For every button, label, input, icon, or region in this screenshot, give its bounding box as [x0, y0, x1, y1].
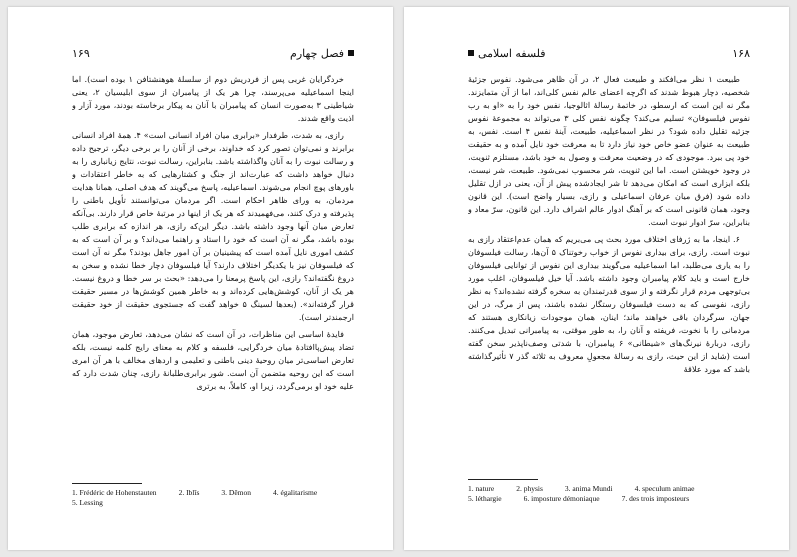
left-running-head: [290, 47, 354, 60]
square-bullet-icon: [348, 50, 354, 56]
footnote: 1. nature: [468, 484, 495, 493]
footnote: 7. des trois imposteurs: [621, 494, 690, 503]
right-page-header: [468, 45, 750, 61]
footnote: 5. léthargie: [468, 494, 502, 503]
footnote: 4. speculum animae: [634, 484, 695, 493]
right-page: [404, 7, 789, 550]
right-body-text: [468, 73, 750, 380]
left-page: [8, 7, 393, 550]
square-bullet-icon: [468, 50, 474, 56]
footnote-row: [72, 488, 354, 498]
footnote-rule: [468, 479, 538, 480]
paragraph: ۶. اینجا، ما به ژرفای اختلاف مورد بحث پی می‌بریم که همان عدم‌اعتقاد رازی به نبوت است. رازی، برای بیداری نفوس از خواب رخوتناک ۵ آن‌ها، رسالت فیلسوفان را به یاری می‌طلبد، اما اسماعیلیه می‌گویند بیداری این نفوس از توانایی فیلسوفان خارج است و باید کلام پیامبران وجود داشته باشد. آیا خیل فیلسوفان، اغلب مورد بی‌توجهی مردم قرار نگرفته و از سوی قدرتمندان به سخره گرفته نشده‌اند؟ به نظر رازی، نفوسی که به دست فیلسوفان رستگار نشده باشند، پس از مرگ، در این جهان، سرگردان باقی خواهند ماند؛ اینان، همان موجودات زیانکاری هستند که مردمانی را با نخوت، فریفته و آنان را، به طور موقتی، به پیامبرانی تبدیل می‌کنند. رازی، دربارهٔ نیرنگ‌های «شیطانی» ۶ پیامبران، با شدتی وصف‌ناپذیر سخن گفته است (شاید از این حیث، رازی به رسالهٔ مجعولِ معروف به ثلاثه گذر ۷ تأثیرگذاشته باشد که مورد علاقهٔ: [468, 234, 750, 374]
paragraph: فایدهٔ اساسی این مناظرات، در آن است که نشان می‌دهد، تعارض موجود، همان تضاد پیش‌پاافتادهٔ میان خردگرایی، فلسفه و کلام به معنای رایج کلمه نیست، بلکه تعارض اساسی‌تر میان روحیهٔ دینی باطنی و تعلیمی و اردهای مخالف با هر آن امری است که این روحیه متضمن آن است. شور برابری‌طلبانهٔ رازی، چنان شدت دارد که علیه خود او برمی‌گردد، زیرا او، کاملاً، به برتری: [72, 329, 354, 391]
left-page-header: [72, 45, 354, 61]
footnote-row: [72, 498, 354, 508]
footnote: 1. Frédéric de Hohenstauten: [72, 488, 157, 497]
footnote: 3. anima Mundi: [564, 484, 613, 493]
footnote-row: [468, 484, 750, 494]
left-running-head-text: فصل چهارم: [290, 46, 344, 60]
footnote-rule: [72, 483, 142, 484]
left-body-text: [72, 73, 354, 397]
footnote: 3. Dêmon: [221, 488, 251, 497]
paragraph: رازی، به شدت، طرفدار «برابری میان افراد انسانی است» ۴. همهٔ افراد انسانی برابرند و نمی‌توان تصور کرد که خداوند، برخی از آنان را بر برخی دیگر، ترجیح داده و رسالت نبوت را به آنان واگذاشته باشد. بنابراین، رسالت نبوت، نتایج زیانباری را به دنبال خواهد داشت که عبارت‌اند از جنگ و کشتارهایی که به خاطر اعتقادات و باورهای پوچ انجام می‌شوند. اسماعیلیه، پاسخ می‌گویند که هدف اصلی، همانا هدایت مردمان، به ورای ظاهر احکام است. اگر مردمان می‌توانستند تأویل باطنی را پذیرفته و درک کنند، می‌فهمیدند که هر یک از اینها در مرتبهٔ خاص قرار دارند. بی‌آنکه تعارض میان آنها وجود داشته باشد. دیگر این‌که رازی، هر اندازه که برابری طلب بوده باشد، مگر نه آن است که خود را استاد و راهنما می‌داند؟ و بر آن است که به کشف اموری نایل آمده است که پیشینیان بر آن امور جاهل بودند؟ مگر نه آن است که فیلسوفان نیز با یکدیگر اختلاف دارند؟ آیا فیلسوفان دچار خطا نشده و سخن به دروغ نگفته‌اند؟ رازی، این پاسخ پرمعنا را می‌دهد: «بحث بر سر خطا و دروغ نیست. هر یک از آنان، کوشش‌هایی کرده‌اند و به خاطر همین کوشش‌ها در مسیر حقیقت قرار گرفته‌اند». (بعدها لسینگ ۵ خواهد گفت که جستجوی حقیقت از خود حقیقت ارجمندتر است).: [72, 130, 354, 322]
footnote: 6. imposture démoniaque: [523, 494, 600, 503]
paragraph: طبیعت ۱ نظر می‌افکند و طبیعت فعال ۲، در آن ظاهر می‌شود. نفوس جزئیهٔ شخصیه، دچار هبوط شدند که اگرچه اعضای عالم نفس کلی‌اند، اما از آن متمایزند. مگر نه این است که ارسطو، در خاتمهٔ رسالهٔ اثالوجیا، نفس خود را به «او به رب نفوس فیلسوفان» تسلیم می‌کند؟ چگونه نفس کلی ۳ می‌تواند به مجموعهٔ نفوس جزئیه تقلیل داده شود؟ در نظر اسماعیلیه، طبیعت، آینهٔ نفس ۴ است. نفس، به طبیعت به عنوان عضو خاص خود نیاز دارد تا به معرفت خود نایل آمده و به حقیقت خود پی ببرد. موجودی که در وضعیت معرفت و وصول به خود باشد، مستلزم ثنویت، در وجود خویشتن است. اما این ثنویت، شر محسوب نمی‌شود. طبیعت، شر نیست، بلکه ابزاری است که امکان می‌دهد تا شر ایجادشده پیش از آن، یعنی در ازل تقلیل داده شود (فرق میان عرفان اسماعیلی و رازی، بسیار واضح است). این قانون وجود، همان قانونی است که بر آهنگ ادوار عالم اشراف دارد. این قانون، سرّ معاد و بنابراین، سرّ ادوار نبوت است.: [468, 74, 750, 227]
footnote: 2. physis: [516, 484, 543, 493]
footnote: 5. Lessing: [72, 498, 103, 507]
footnote-row: [468, 494, 750, 504]
footnote: 2. Iblîs: [178, 488, 200, 497]
footnote: 4. égalitarisme: [273, 488, 318, 497]
left-page-number: ۱۶۹: [72, 46, 90, 60]
paragraph: خردگرایان غربی پس از فردریش دوم از سلسلهٔ هوهنشتافن ۱ بوده است). اما اینجا اسماعیلیه می‌پرسند، چرا هر یک از پیامبران از سوی ابلیسیان ۲، یعنی شیاطینی ۳ به‌صورت انسان که پیامبران با آنان به پیکار برخاسته بودند، مورد آزار و اذیت واقع شدند.: [72, 74, 354, 123]
right-running-head: [468, 47, 546, 60]
right-footnotes: [468, 479, 750, 504]
right-page-number: ۱۶۸: [732, 46, 750, 60]
right-running-head-text: فلسفه اسلامی: [478, 46, 546, 60]
left-footnotes: [72, 483, 354, 508]
